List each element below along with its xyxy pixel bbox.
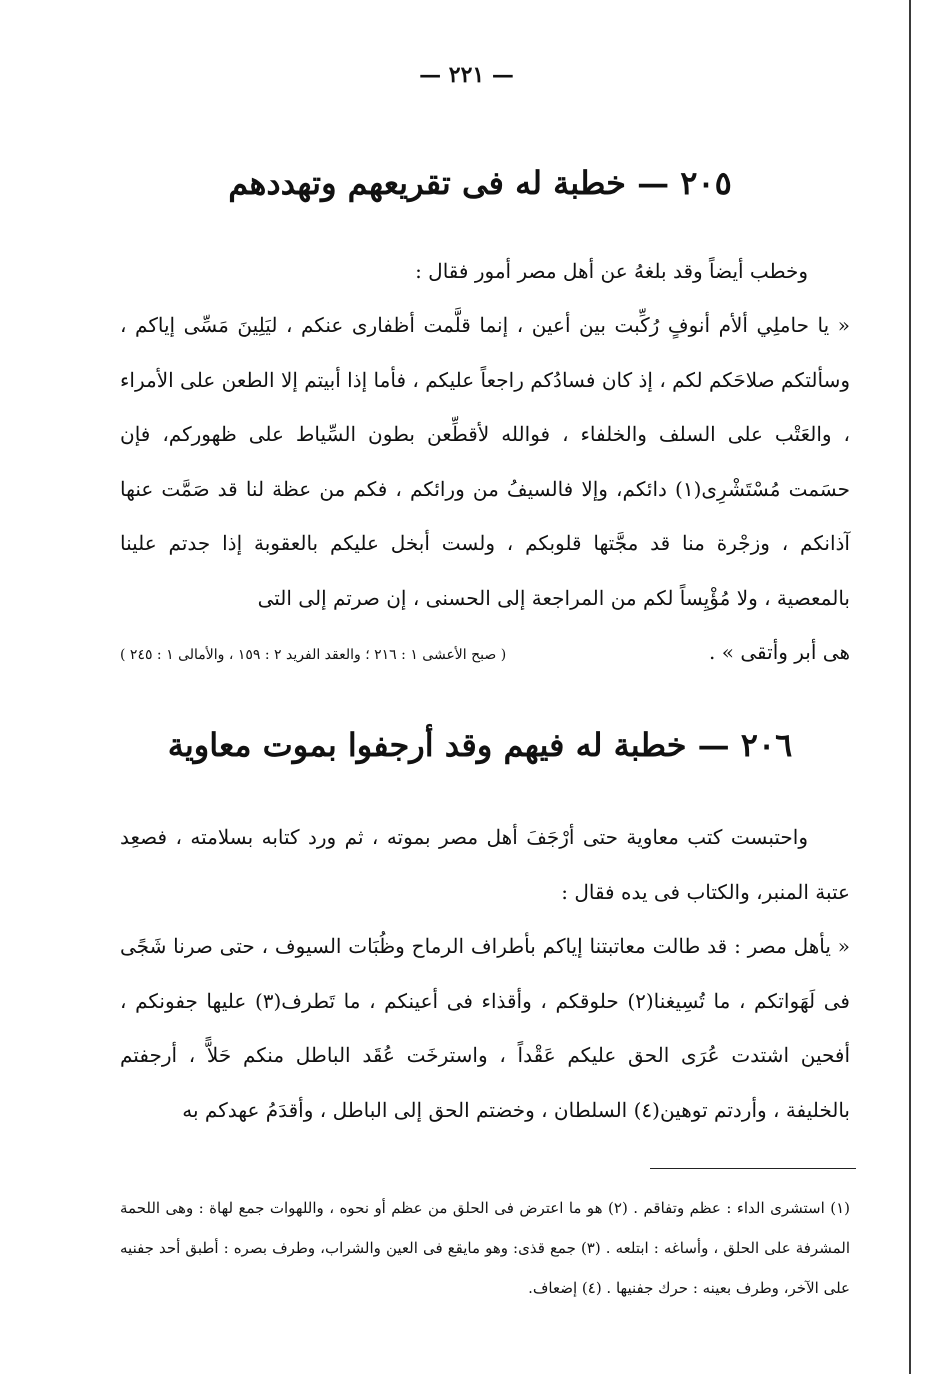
section-205-speech-body: « يا حاملِي ألأم أنوفٍ رُكِّبت بين أعين ، إنما قلَّمت أظفارى عنكم ، ليَلِينَ مَسِّى إياكم ، وسألتكم صلاحَكم لكم ، إذ كان فسادُكم راجعاً عليكم ، فأما إذا أبيتم إلا الطعن على الأمراء ، والعَتْب على السلف والخلفاء ، فوالله لأقطِّعن بطون السِّياط على ظهوركم، فإن حسَمت مُسْتَشْرِى(١) دائكم، وإلا فالسيفُ من ورائكم ، فكم من عظة لنا قد صَمَّت عنها آذانكم ، وزجْرة منا قد مجَّتها قلوبكم ، ولست أبخل عليكم بالعقوبة إذا جدتم علينا بالمعصية ، ولا مُؤْيِساً لكم من المراجعة إلى الحسنى ، إن صرتم إلى التى (120, 313, 850, 610)
page-number: — ٢٢١ — (419, 62, 514, 88)
page-edge (909, 0, 911, 1374)
footnotes: (١) استشرى الداء : عظم وتفاقم . (٢) هو ما اعترض فى الحلق من عظم أو نحوه ، واللهوات جمع لهاة : وهى اللحمة المشرفة على الحلق ، وأساغه : ابتلعه . (٣) جمع قذى: وهو مايقع فى العين والشراب، وطرف بصره : أطبق أحد جفنيه على الآخر، وطرف بعينه : حرك جفنيها . (٤) إضعاف. (120, 1199, 850, 1297)
section-205-speech-end: هى أبر وأتقى » . (709, 640, 850, 664)
section-206-title: ٢٠٦ — خطبة له فيهم وقد أرجفوا بموت معاوية (167, 726, 793, 764)
section-206-speech: « يأهل مصر : قد طالت معاتبتنا إياكم بأطراف الرماح وظُبَات السيوف ، حتى صرنا شَجًى فى لَهَواتكم ، ما تُسِيغنا(٢) حلوقكم ، وأقذاء فى أعينكم ، ما تَطرف(٣) عليها جفونكم ، أفحين اشتدت عُرَى الحق عليكم عَقْداً ، واسترخَت عُقَد الباطل منكم حَلاًّ ، أرجفتم بالخليفة ، وأردتم توهين(٤) السلطان ، وخضتم الحق إلى الباطل ، وأقدَمُ عهدكم به (120, 934, 850, 1122)
section-205-last-line (120, 625, 850, 683)
section-205-source: ( صبح الأعشى ١ : ٢١٦ ؛ والعقد الفريد ٢ : ١٥٩ ، والأمالى ١ : ٢٤٥ ) (120, 647, 507, 663)
section-205-title: ٢٠٥ — خطبة له فى تقريعهم وتهددهم (228, 164, 732, 202)
section-206-intro: واحتبست كتب معاوية حتى أرْجَفَ أهل مصر بموته ، ثم ورد كتابه بسلامته ، فصعِد عتبة المنبر، والكتاب فى يده فقال : (120, 825, 850, 904)
footnote-divider (650, 1168, 856, 1169)
section-205-intro: وخطب أيضاً وقد بلغهُ عن أهل مصر أمور فقال : (415, 259, 808, 283)
section-205-speech (120, 298, 850, 678)
